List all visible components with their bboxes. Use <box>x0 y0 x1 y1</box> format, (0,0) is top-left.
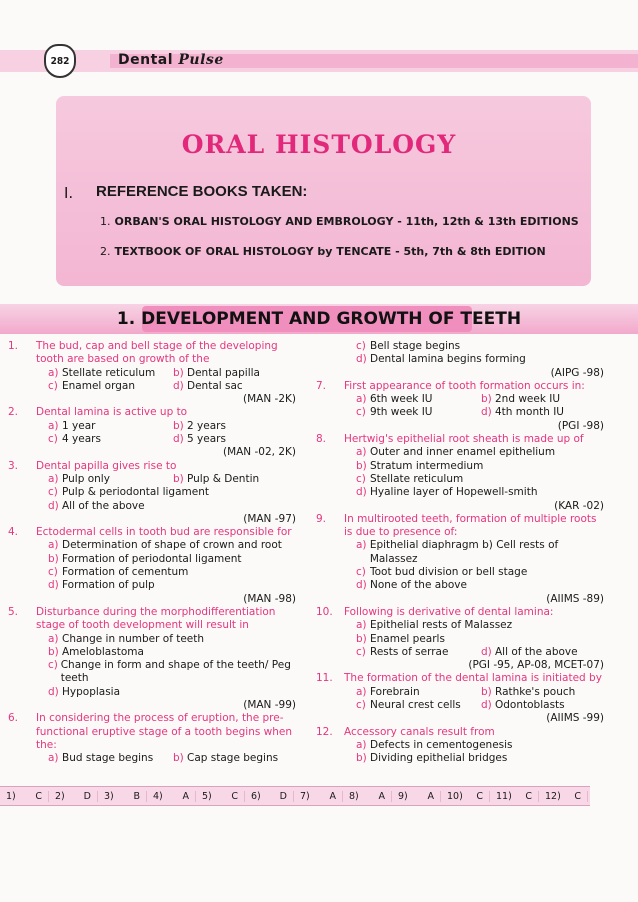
option-text: 4th month IU <box>495 406 564 419</box>
option-letter: b) <box>173 419 184 432</box>
option-text: Change in number of teeth <box>62 632 205 645</box>
option-letter: d) <box>48 685 59 698</box>
option-row <box>356 686 606 699</box>
option-letter: b) <box>48 645 59 658</box>
question-source: (PGI -95, AP-08, MCET-07) <box>468 659 604 672</box>
option-letter: d) <box>481 699 492 712</box>
option <box>48 579 298 592</box>
option-row <box>48 539 298 552</box>
section-title: 1. DEVELOPMENT AND GROWTH OF TEETH <box>116 309 522 329</box>
answer-cell <box>343 791 392 802</box>
question-stem: In multirooted teeth, formation of multiple roots is due to presence of: <box>344 512 597 539</box>
question-block <box>316 340 606 380</box>
answer-number: 10) <box>447 790 463 802</box>
option <box>48 633 298 646</box>
option-text: Hypoplasia <box>62 685 121 698</box>
question-text <box>316 726 606 739</box>
question-block <box>316 726 606 766</box>
option-letter: b) <box>481 393 492 406</box>
answer-number: 12) <box>545 790 561 802</box>
reference-item <box>100 215 579 228</box>
option-text: Outer and inner enamel epithelium <box>370 446 556 459</box>
option <box>356 446 606 459</box>
option-text: 1 year <box>62 419 96 432</box>
option-text: Ameloblastoma <box>62 645 144 658</box>
option-text: Rathke's pouch <box>495 685 576 698</box>
question-number: 1. <box>8 340 19 352</box>
options <box>8 367 298 394</box>
option-text: Bud stage begins <box>62 752 154 765</box>
option-letter: a) <box>48 632 59 645</box>
option-row <box>356 473 606 486</box>
answer-letter: D <box>279 790 287 802</box>
page-title: ORAL HISTOLOGY <box>181 130 457 159</box>
option-letter: c) <box>356 406 366 419</box>
option-row <box>356 340 606 353</box>
option <box>356 566 606 579</box>
options <box>8 473 298 513</box>
option <box>48 752 173 765</box>
answer-letter: A <box>329 790 336 802</box>
option-row <box>356 446 606 459</box>
option-letter: d) <box>481 406 492 419</box>
option-text: 2 years <box>187 419 226 432</box>
option <box>481 699 606 712</box>
question-source: (AIIMS -99) <box>546 712 604 725</box>
answer-number: 3) <box>104 790 114 802</box>
question-number: 7. <box>316 379 327 392</box>
options <box>8 539 298 592</box>
option-row <box>48 486 298 499</box>
option-letter: b) <box>356 459 367 472</box>
option-text: Stellate reticulum <box>62 366 156 379</box>
question-stem: Following is derivative of dental lamina: <box>344 605 554 618</box>
answer-cell <box>196 791 245 802</box>
question-stem: Disturbance during the morphodifferentiation stage of tooth development will result in <box>36 605 276 632</box>
option-row <box>48 566 298 579</box>
reference-heading: REFERENCE BOOKS TAKEN: <box>96 183 308 200</box>
question-number: 8. <box>316 433 327 446</box>
answer-cell <box>539 791 588 802</box>
answer-number: 4) <box>153 790 163 802</box>
option <box>356 633 606 646</box>
tooth-icon <box>44 44 76 78</box>
question-text <box>316 380 606 393</box>
option-letter: a) <box>356 393 367 406</box>
option-text: Toot bud division or bell stage <box>370 566 528 579</box>
option-row <box>356 566 606 579</box>
option-row <box>356 699 606 712</box>
options <box>316 539 606 592</box>
answer-number: 6) <box>251 790 261 802</box>
option-text: 2nd week IU <box>495 393 561 406</box>
reference-item-text: TEXTBOOK OF ORAL HISTOLOGY by TENCATE - 5th, 7th & 8th EDITION <box>114 245 546 258</box>
question-number: 9. <box>316 512 327 525</box>
option-text: Bell stage begins <box>370 340 461 352</box>
question-block <box>8 340 298 406</box>
option-text: 5 years <box>187 433 226 446</box>
option <box>481 393 606 406</box>
question-number: 4. <box>8 526 19 539</box>
option <box>356 752 606 765</box>
option-letter: b) <box>173 752 184 765</box>
answer-letter: A <box>378 790 385 802</box>
option <box>356 686 481 699</box>
question-block <box>316 672 606 725</box>
option-text: None of the above <box>370 579 467 592</box>
question-text <box>8 526 298 539</box>
option <box>48 539 298 552</box>
option <box>356 539 606 566</box>
option-letter: d) <box>356 486 367 499</box>
options <box>316 619 606 659</box>
option-letter: c) <box>48 433 58 446</box>
answer-number: 5) <box>202 790 212 802</box>
answer-cell <box>49 791 98 802</box>
question-stem: Hertwig's epithelial root sheath is made up of <box>344 433 584 446</box>
question-stem: The bud, cap and bell stage of the developing tooth are based on growth of the <box>36 340 278 366</box>
option-letter: c) <box>356 340 366 352</box>
question-text <box>8 340 298 367</box>
option-letter: d) <box>48 579 59 592</box>
option-text: Dividing epithelial bridges <box>370 752 508 765</box>
option-text: Cap stage begins <box>187 752 279 765</box>
options <box>316 340 606 367</box>
option <box>48 380 173 393</box>
option-text: Enamel pearls <box>370 632 445 645</box>
answer-letter: A <box>427 790 434 802</box>
option-row <box>48 579 298 592</box>
option-row <box>356 633 606 646</box>
question-source: (MAN -02, 2K) <box>222 446 296 459</box>
option <box>356 473 606 486</box>
option <box>48 473 173 486</box>
question-stem: First appearance of tooth formation occurs in: <box>344 379 585 392</box>
option <box>356 486 606 499</box>
option-text: Rests of serrae <box>370 645 449 658</box>
option-letter: c) <box>48 566 58 579</box>
option-letter: a) <box>48 419 59 432</box>
option-text: All of the above <box>62 499 145 512</box>
option-text: Determination of shape of crown and root <box>62 539 282 552</box>
question-text <box>8 712 298 752</box>
option <box>48 500 298 513</box>
option-text: Epithelial rests of Malassez <box>370 619 513 632</box>
answer-letter: A <box>182 790 189 802</box>
question-stem: Ectodermal cells in tooth bud are responsible for <box>36 526 292 539</box>
answer-key-cells <box>0 787 590 805</box>
question-block <box>8 712 298 765</box>
option <box>356 646 481 659</box>
option-letter: a) <box>356 539 367 552</box>
option-row <box>48 433 298 446</box>
option <box>173 473 298 486</box>
question-stem: In considering the process of eruption, the pre-functional eruptive stage of a tooth begins when the: <box>36 712 293 751</box>
option-letter: d) <box>356 353 367 366</box>
question-number: 5. <box>8 605 19 618</box>
option-letter: c) <box>356 699 366 712</box>
option-row <box>356 393 606 406</box>
answer-letter: C <box>476 790 483 802</box>
option-letter: c) <box>48 486 58 499</box>
option <box>173 433 298 446</box>
question-number: 3. <box>8 459 19 472</box>
option-text: Dental lamina begins forming <box>370 353 526 366</box>
options <box>316 739 606 766</box>
answer-number: 2) <box>55 790 65 802</box>
option-letter: a) <box>48 539 59 552</box>
option <box>48 686 298 699</box>
answer-cell <box>0 791 49 802</box>
option <box>173 380 298 393</box>
question-number: 2. <box>8 406 19 419</box>
option <box>356 406 481 419</box>
option <box>356 340 606 353</box>
answer-letter: C <box>231 790 238 802</box>
option-letter: d) <box>356 579 367 592</box>
option-row <box>48 420 298 433</box>
option-text: Neural crest cells <box>370 699 461 712</box>
options <box>316 686 606 713</box>
option-text: Pulp only <box>62 472 110 485</box>
answer-number: 8) <box>349 790 359 802</box>
option <box>356 619 606 632</box>
question-stem: Dental papilla gives rise to <box>36 459 177 472</box>
option-row <box>48 380 298 393</box>
option-row <box>48 686 298 699</box>
option-row <box>356 739 606 752</box>
answer-letter: D <box>83 790 91 802</box>
question-source: (MAN -99) <box>243 699 296 712</box>
option <box>48 553 298 566</box>
question-source: (MAN -97) <box>243 512 296 525</box>
option-row <box>48 367 298 380</box>
question-number: 11. <box>316 672 333 685</box>
question-block <box>8 460 298 526</box>
answer-cell <box>147 791 196 802</box>
option <box>356 699 481 712</box>
option <box>48 433 173 446</box>
option-letter: c) <box>356 645 366 658</box>
option-row <box>48 633 298 646</box>
question-block <box>316 606 606 672</box>
brand-plain: Dental <box>118 52 179 68</box>
option-text: Forebrain <box>370 685 420 698</box>
option <box>48 420 173 433</box>
option-text: Odontoblasts <box>495 699 565 712</box>
question-text <box>316 606 606 619</box>
question-block <box>316 433 606 513</box>
option-text: Formation of pulp <box>62 579 155 592</box>
option-row <box>356 406 606 419</box>
option-row <box>356 353 606 366</box>
option <box>356 353 606 366</box>
question-text <box>316 513 606 540</box>
question-block <box>8 406 298 459</box>
question-number: 12. <box>316 725 333 738</box>
option-text: Change in form and shape of the teeth/ Peg teeth <box>60 659 291 685</box>
option-letter: c) <box>48 379 58 392</box>
option-text: Pulp & periodontal ligament <box>62 486 209 499</box>
option-text: All of the above <box>495 645 578 658</box>
answer-number: 9) <box>398 790 408 802</box>
answer-letter: C <box>574 790 581 802</box>
options <box>8 633 298 699</box>
reference-item <box>100 245 546 258</box>
option <box>356 393 481 406</box>
option-letter: d) <box>481 645 492 658</box>
option-text: Stratum intermedium <box>370 459 484 472</box>
option <box>356 739 606 752</box>
option-row <box>48 500 298 513</box>
question-source: (AIIMS -89) <box>546 592 604 605</box>
option-row <box>356 486 606 499</box>
option-text: 9th week IU <box>370 406 433 419</box>
option-letter: b) <box>48 552 59 565</box>
answer-letter: C <box>35 790 42 802</box>
question-block <box>8 526 298 606</box>
question-text <box>316 672 606 685</box>
option-row <box>356 752 606 765</box>
answer-letter: B <box>133 790 140 802</box>
question-text <box>8 460 298 473</box>
option-text: Formation of periodontal ligament <box>62 552 242 565</box>
answer-cell <box>245 791 294 802</box>
option-text: Pulp & Dentin <box>187 472 260 485</box>
option-text: Formation of cementum <box>62 566 189 579</box>
answer-number: 1) <box>6 790 16 802</box>
option-text: Stellate reticulum <box>370 472 464 485</box>
question-source: (PGI -98) <box>557 419 604 432</box>
option-letter: d) <box>173 379 184 392</box>
right-column <box>316 340 606 766</box>
question-block <box>316 380 606 433</box>
question-text <box>8 606 298 633</box>
option-letter: b) <box>173 366 184 379</box>
question-stem: The formation of the dental lamina is initiated by <box>344 672 602 685</box>
option <box>481 406 606 419</box>
question-block <box>8 606 298 712</box>
option-letter: c) <box>356 566 366 579</box>
option-letter: a) <box>48 472 59 485</box>
question-source: (AIPG -98) <box>550 366 604 379</box>
answer-number: 11) <box>496 790 512 802</box>
question-source: (MAN -2K) <box>243 393 296 406</box>
question-number: 10. <box>316 605 333 618</box>
option <box>48 566 298 579</box>
left-column <box>8 340 298 766</box>
option-letter: d) <box>173 433 184 446</box>
option-letter: a) <box>356 446 367 459</box>
option-text: 4 years <box>62 433 101 446</box>
option <box>173 752 298 765</box>
question-source: (KAR -02) <box>554 499 604 512</box>
question-stem: Dental lamina is active up to <box>36 406 188 419</box>
reference-number: I. <box>64 184 74 202</box>
option-letter: a) <box>356 738 367 751</box>
options <box>8 752 298 765</box>
option <box>48 659 298 686</box>
answer-cell <box>294 791 343 802</box>
question-number: 6. <box>8 712 19 725</box>
option-row <box>48 646 298 659</box>
question-text <box>8 406 298 419</box>
question-text <box>316 433 606 446</box>
answer-cell <box>392 791 441 802</box>
option-letter: b) <box>481 685 492 698</box>
option-text: Dental sac <box>187 379 243 392</box>
option-text: Dental papilla <box>187 366 260 379</box>
option <box>48 486 298 499</box>
option-row <box>356 579 606 592</box>
option-text: 6th week IU <box>370 393 433 406</box>
option-row <box>356 539 606 566</box>
option <box>48 367 173 380</box>
options <box>316 393 606 420</box>
option-row <box>356 619 606 632</box>
option-row <box>48 659 298 686</box>
option <box>481 686 606 699</box>
option-letter: a) <box>48 752 59 765</box>
option-letter: b) <box>173 472 184 485</box>
option <box>173 367 298 380</box>
option-text: Defects in cementogenesis <box>370 738 513 751</box>
brand-italic: Pulse <box>178 52 224 68</box>
option-letter: c) <box>356 472 366 485</box>
question-stem: Accessory canals result from <box>344 725 495 738</box>
option <box>173 420 298 433</box>
option-letter: b) <box>356 752 367 765</box>
option-row <box>356 646 606 659</box>
answer-number: 7) <box>300 790 310 802</box>
option <box>356 579 606 592</box>
option-letter: b) <box>356 632 367 645</box>
option-text: Hyaline layer of Hopewell-smith <box>370 486 538 499</box>
reference-item-number: 1. <box>100 215 111 228</box>
question-block <box>316 513 606 606</box>
options <box>316 446 606 499</box>
option <box>356 460 606 473</box>
options <box>8 420 298 447</box>
question-source: (MAN -98) <box>243 592 296 605</box>
option-row <box>356 460 606 473</box>
option-letter: c) <box>48 659 58 672</box>
answer-cell <box>98 791 147 802</box>
option <box>48 646 298 659</box>
answer-key-bar <box>0 786 590 806</box>
option-row <box>48 553 298 566</box>
reference-item-text: ORBAN'S ORAL HISTOLOGY AND EMBROLOGY - 11th, 12th & 13th EDITIONS <box>114 215 579 228</box>
option-text: Epithelial diaphragm b) Cell rests of Malassez <box>369 539 559 565</box>
option-letter: a) <box>48 366 59 379</box>
option-letter: a) <box>356 619 367 632</box>
answer-letter: C <box>525 790 532 802</box>
brand-name <box>118 52 224 68</box>
answer-cell <box>490 791 539 802</box>
option-row <box>48 752 298 765</box>
option-row <box>48 473 298 486</box>
option <box>481 646 606 659</box>
option-letter: a) <box>356 685 367 698</box>
page-number: 282 <box>50 55 70 67</box>
option-text: Enamel organ <box>62 379 135 392</box>
option-letter: d) <box>48 499 59 512</box>
answer-cell <box>441 791 490 802</box>
reference-item-number: 2. <box>100 245 111 258</box>
